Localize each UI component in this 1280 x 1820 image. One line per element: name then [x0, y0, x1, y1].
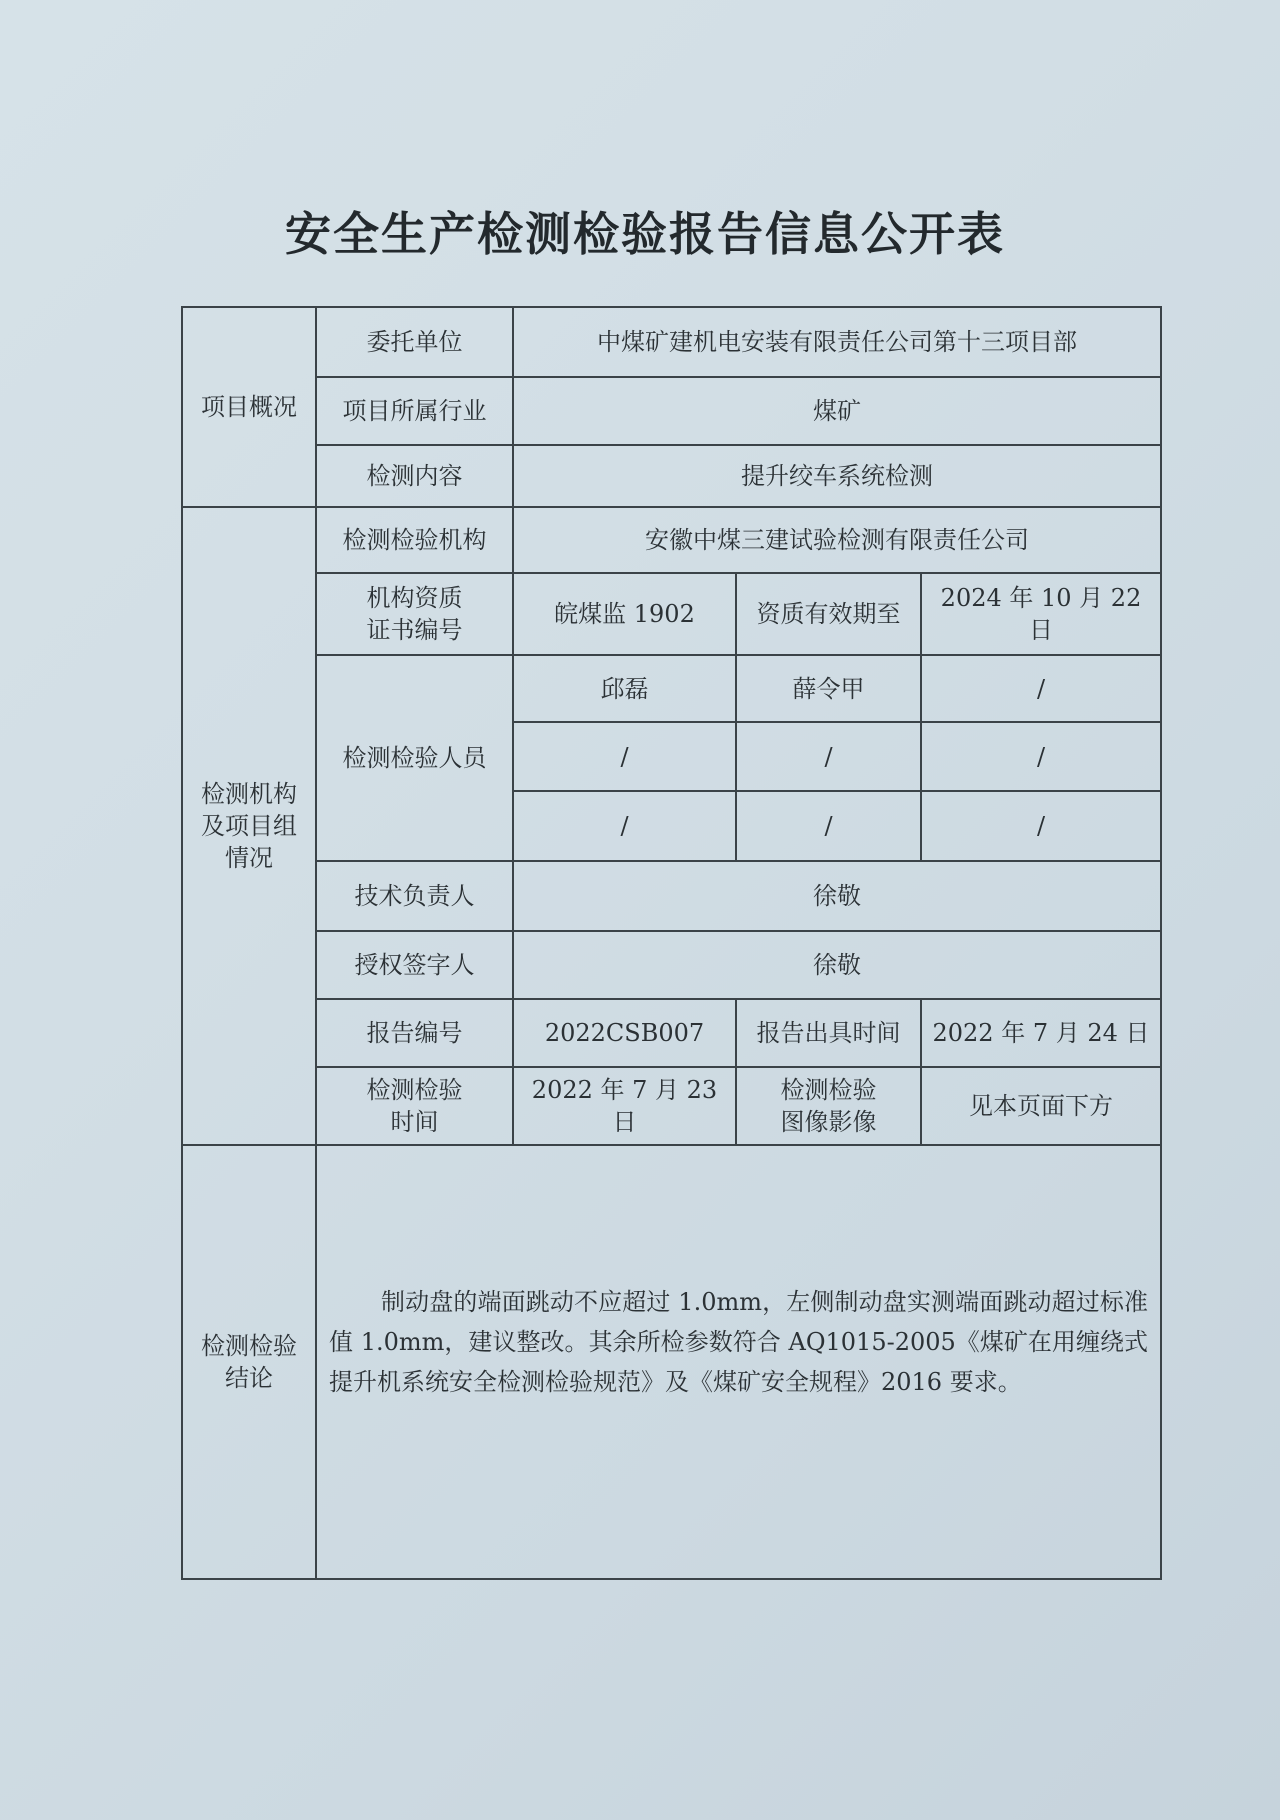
report-table — [181, 306, 1162, 1580]
test-time-label-line-1: 检测检验 — [366, 1076, 463, 1104]
table-row — [182, 999, 1161, 1067]
table-row — [182, 861, 1161, 931]
image-label-line-2: 图像影像 — [780, 1108, 877, 1136]
org-label: 检测检验机构 — [316, 507, 513, 573]
section-agency-line-2: 及项目组 — [201, 812, 297, 840]
conclusion-label — [182, 1145, 316, 1579]
report-no-value: 2022CSB007 — [513, 999, 736, 1067]
tech-lead-value: 徐敬 — [513, 861, 1161, 931]
personnel-cell: / — [513, 722, 736, 791]
table-row — [182, 307, 1161, 377]
signer-value: 徐敬 — [513, 931, 1161, 999]
validity-label: 资质有效期至 — [736, 573, 921, 655]
cert-label-line-2: 证书编号 — [366, 616, 463, 644]
personnel-cell: / — [921, 791, 1161, 861]
client-value: 中煤矿建机电安装有限责任公司第十三项目部 — [513, 307, 1161, 377]
test-time-value: 2022 年 7 月 23 日 — [513, 1067, 736, 1145]
content-value: 提升绞车系统检测 — [513, 445, 1161, 507]
personnel-cell: 薛令甲 — [736, 655, 921, 722]
test-time-label — [316, 1067, 513, 1145]
section-agency-line-3: 情况 — [225, 844, 273, 872]
section-project-label: 项目概况 — [182, 307, 316, 507]
report-no-label: 报告编号 — [316, 999, 513, 1067]
page-title: 安全生产检测检验报告信息公开表 — [285, 207, 1005, 261]
personnel-cell: / — [736, 791, 921, 861]
personnel-cell: / — [921, 655, 1161, 722]
validity-value: 2024 年 10 月 22 日 — [921, 573, 1161, 655]
personnel-cell: / — [513, 791, 736, 861]
table-row — [182, 573, 1161, 655]
signer-label: 授权签字人 — [316, 931, 513, 999]
content-label: 检测内容 — [316, 445, 513, 507]
conclusion-text: 制动盘的端面跳动不应超过 1.0mm，左侧制动盘实测端面跳动超过标准值 1.0mm，建议整改。其余所检参数符合 AQ1015-2005《煤矿在用缠绕式提升机系统安全检测检验规范》及《煤矿安全规程》2016 要求。 — [329, 1288, 1149, 1396]
table-row — [182, 655, 1161, 722]
personnel-cell: / — [736, 722, 921, 791]
personnel-cell: 邱磊 — [513, 655, 736, 722]
industry-value: 煤矿 — [513, 377, 1161, 445]
table-row — [182, 377, 1161, 445]
industry-label: 项目所属行业 — [316, 377, 513, 445]
image-label-line-1: 检测检验 — [780, 1076, 877, 1104]
cert-label — [316, 573, 513, 655]
test-time-label-line-2: 时间 — [390, 1108, 439, 1136]
conclusion-label-line-1: 检测检验 — [201, 1332, 297, 1360]
image-label — [736, 1067, 921, 1145]
image-value: 见本页面下方 — [921, 1067, 1161, 1145]
table-row — [182, 931, 1161, 999]
section-agency-label — [182, 507, 316, 1145]
conclusion-label-line-2: 结论 — [225, 1364, 273, 1392]
org-value: 安徽中煤三建试验检测有限责任公司 — [513, 507, 1161, 573]
table-row — [182, 507, 1161, 573]
conclusion-cell — [316, 1145, 1161, 1579]
personnel-label: 检测检验人员 — [316, 655, 513, 861]
issue-date-label: 报告出具时间 — [736, 999, 921, 1067]
cert-label-line-1: 机构资质 — [366, 584, 463, 612]
table-row — [182, 445, 1161, 507]
issue-date-value: 2022 年 7 月 24 日 — [921, 999, 1161, 1067]
table-row — [182, 1067, 1161, 1145]
personnel-cell: / — [921, 722, 1161, 791]
section-agency-line-1: 检测机构 — [201, 780, 297, 808]
client-label: 委托单位 — [316, 307, 513, 377]
table-row — [182, 1145, 1161, 1579]
cert-value: 皖煤监 1902 — [513, 573, 736, 655]
tech-lead-label: 技术负责人 — [316, 861, 513, 931]
